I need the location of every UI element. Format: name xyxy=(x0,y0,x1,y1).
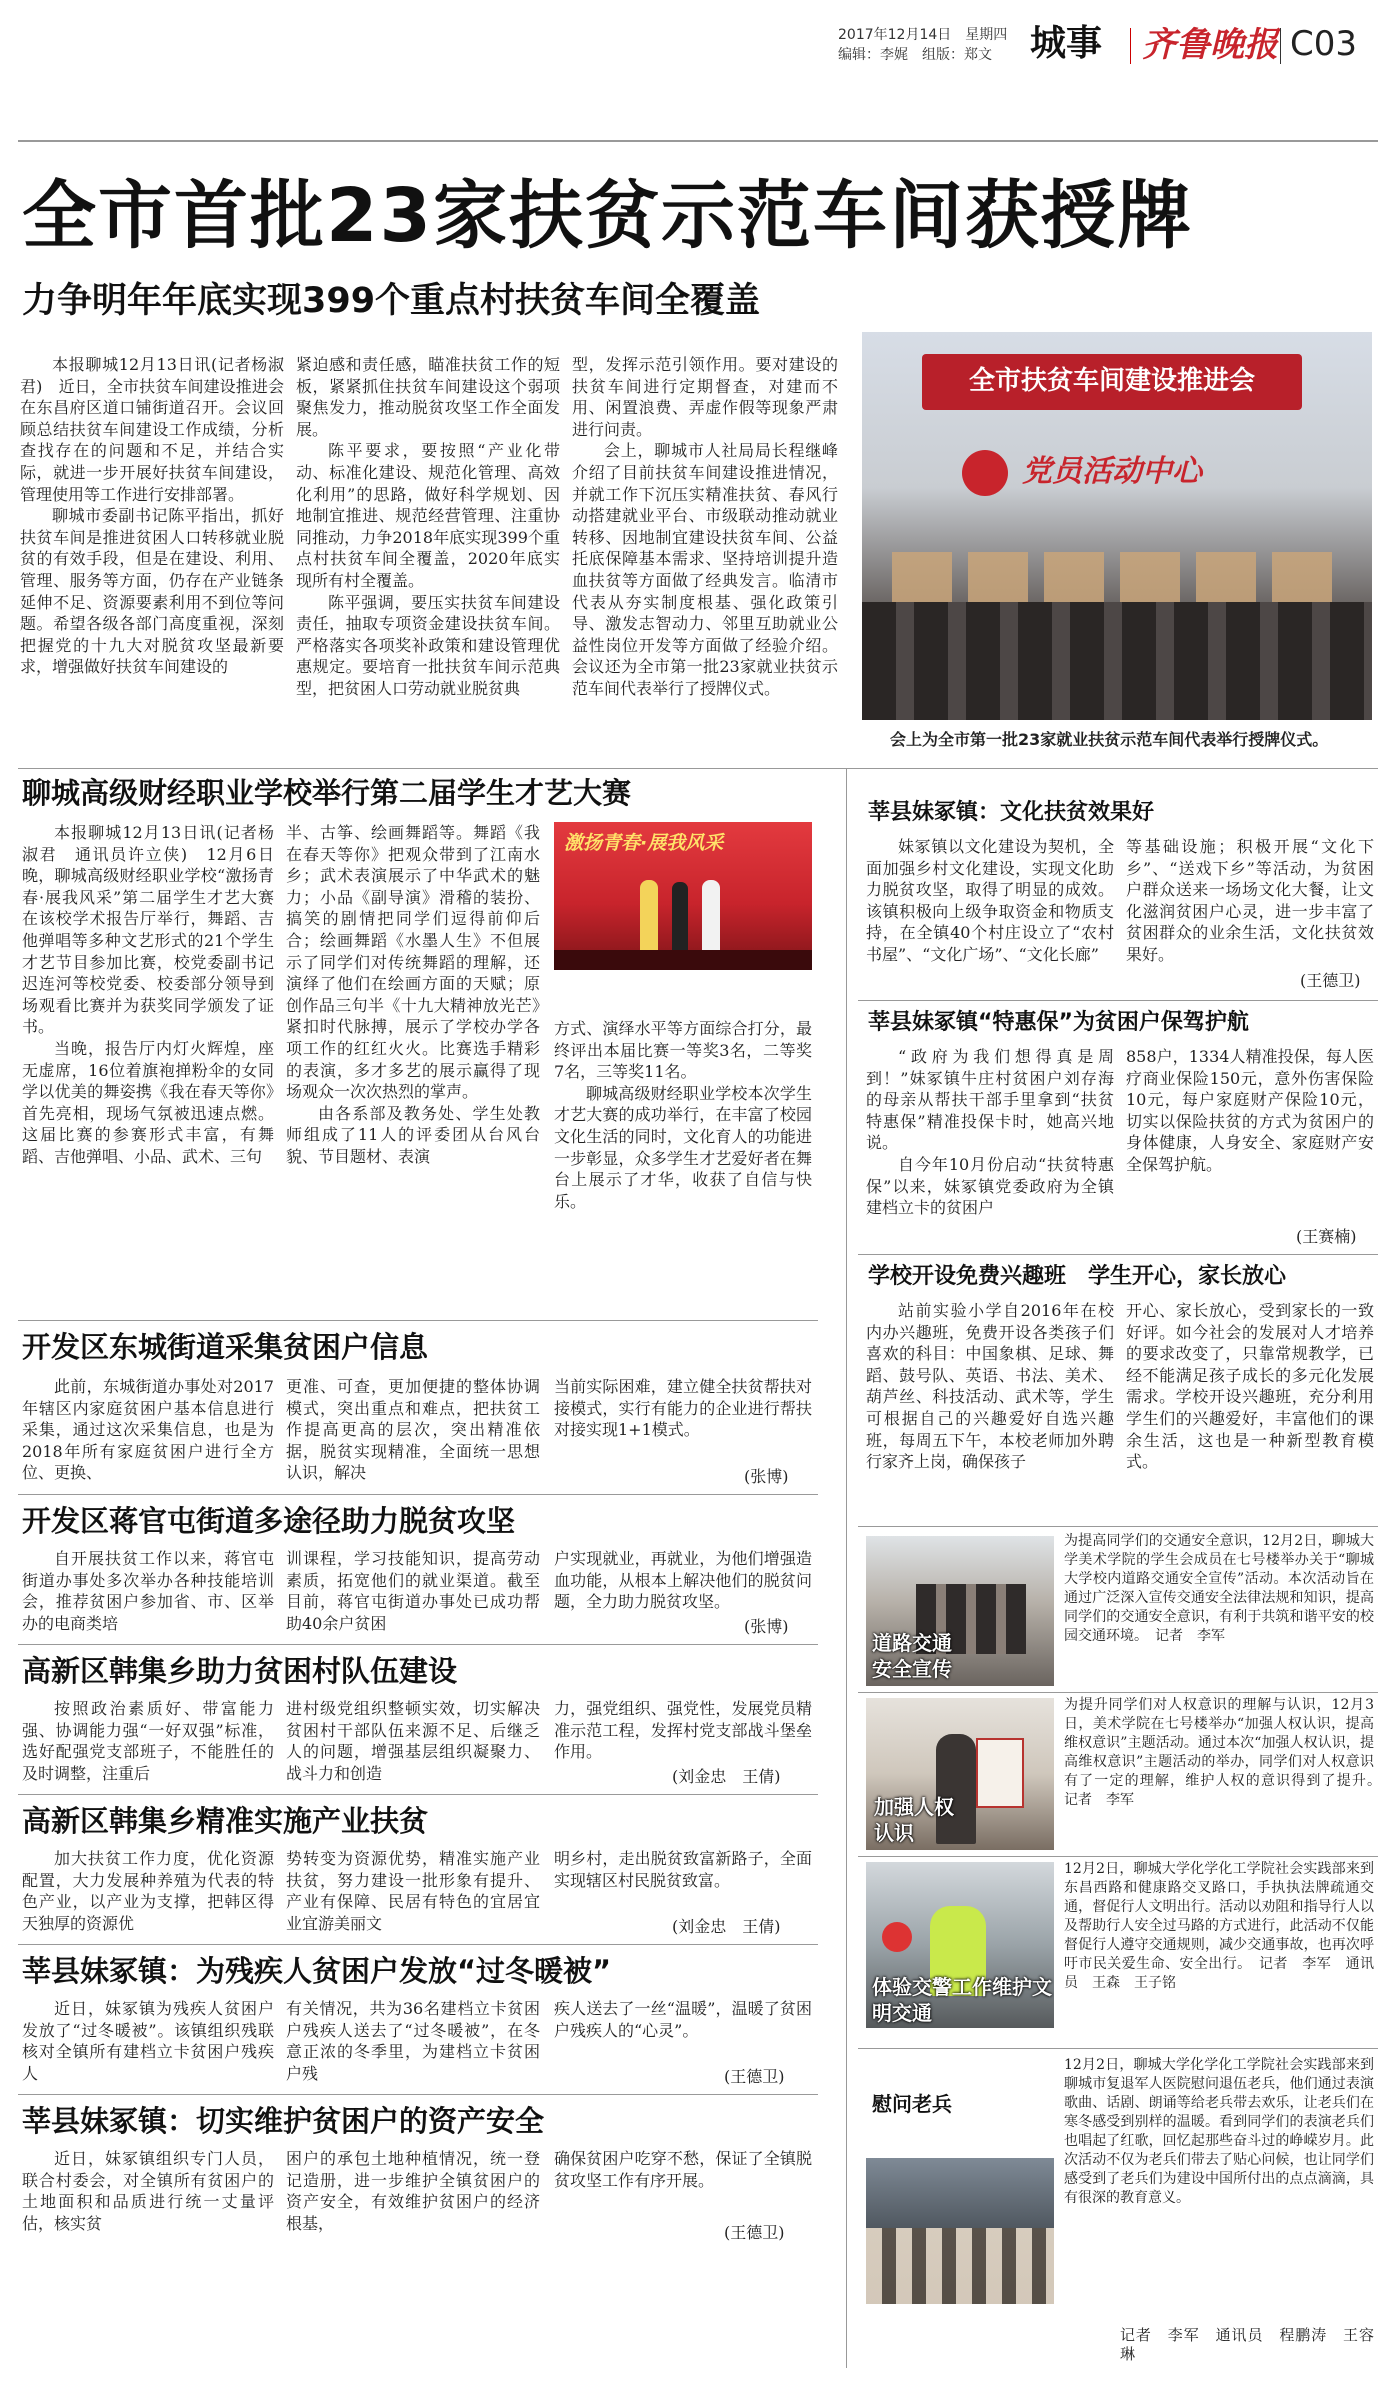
r2-bottom-rule xyxy=(858,1254,1378,1255)
lead-col-1: 本报聊城12月13日讯(记者杨淑君) 近日，全市扶贫车间建设推进会在东昌府区道口铺街道召开。会议回顾总结扶贫车间建设工作成绩，分析查找存在的问题和不足，并结合实际，就进一步开展好扶贫车间建设，管理使用等工作进行安排部署。 聊城市委副书记陈平指出，抓好扶贫车间是推进贫困人口转移就业脱贫的有效手段，但是在建设、利用、管理、服务等方面，仍存在产业链条延伸不足、资源要素利用不到位等问题。希望各级各部门高度重视，深刻把握党的十九大对脱贫攻坚最新要求，增强做好扶贫车间建设的 xyxy=(20,355,284,677)
art4-bottom-rule xyxy=(18,1794,818,1795)
brief4-text: 12月2日，聊城大学化学化工学院社会实践部来到聊城市复退军人医院慰问退伍老兵，他们通过表演歌曲、话剧、朗诵等给老兵带去欢乐，让老兵们在寒冬感受到别样的温暖。看到同学们的表演老兵们也唱起了红歌，回忆起那些奋斗过的峥嵘岁月。此次活动不仅为老兵们带去了贴心问候，也让同学们感受到了老兵们为建设中国所付出的点点滴滴，具有很深的教育意义。 xyxy=(1064,2057,1374,2206)
lead-subtitle: 力争明年年底实现399个重点村扶贫车间全覆盖 xyxy=(22,281,761,321)
art6-signature: (王德卫) xyxy=(724,2067,785,2086)
lead-col-2: 紧迫感和责任感，瞄准扶贫工作的短板，紧紧抓住扶贫车间建设这个弱项聚焦发力，推动脱贫攻坚工作全面发展。 陈平要求，要按照“产业化带动、标准化建设、规范化管理、高效化利用”的思路，做好科学规划、因地制宜推进、规范经营管理、注重协同推动，力争2018年底实现399个重点村扶贫车间全覆盖，2020年底实现所有村全覆盖。 陈平强调，要压实扶贫车间建设责任，抽取专项资金建设扶贫车间。严格落实各项奖补政策和建设管理优惠规定。要培育一批扶贫车间示范典型，把贫困人口劳动就业脱贫典 xyxy=(296,355,560,698)
r3-title: 学校开设免费兴趣班 学生开心，家长放心 xyxy=(868,1264,1287,1289)
performer-2 xyxy=(672,882,688,952)
art4-col-1: 按照政治素质好、带富能力强、协调能力强“一好双强”标准，选好配强党支部班子，不能胜任的及时调整，注重后 xyxy=(22,1699,274,1783)
lead-photo-caption: 会上为全市第一批23家就业扶贫示范车间代表举行授牌仪式。 xyxy=(890,730,1329,749)
performer-3 xyxy=(702,880,720,952)
art6-col-3: 疾人送去了一丝“温暖”，温暖了贫困户残疾人的“心灵”。 xyxy=(554,1999,812,2040)
brief4-photo xyxy=(866,2158,1054,2304)
brief2-rule xyxy=(858,1856,1378,1857)
art1-col-3: 方式、演绎水平等方面综合打分，最终评出本届比赛一等奖3名，二等奖7名，三等奖11名。 聊城高级财经职业学校本次学生才艺大赛的成功举行，在丰富了校园文化生活的同时，文化育人的功能进一步彰显，众多学生才艺爱好者在舞台上展示了才华，收获了自信与快乐。 xyxy=(554,1019,812,1211)
art5-col-1: 加大扶贫工作力度，优化资源配置，大力发展种养殖为代表的特色产业，以产业为支撑，把韩区得天独厚的资源优 xyxy=(22,1849,274,1933)
art2-signature: (张博) xyxy=(744,1467,789,1486)
art6-col-1: 近日，妹冢镇为残疾人贫困户发放了“过冬暖被”。该镇组织残联核对全镇所有建档立卡贫困户残疾人 xyxy=(22,1999,274,2083)
art5-bottom-rule xyxy=(18,1944,818,1945)
crowd xyxy=(862,602,1372,720)
art4-col-3: 力，强党组织、强党性，发展党员精准示范工程，发挥村党支部战斗堡垒作用。 xyxy=(554,1699,812,1762)
party-emblem-icon xyxy=(962,450,1008,496)
art4-title: 高新区韩集乡助力贫困村队伍建设 xyxy=(22,1654,458,1688)
brief1-signature: 记者 李军 xyxy=(1155,1628,1225,1644)
art7-col-2: 困户的承包土地种植情况，统一登记造册，进一步维护全镇贫困户的资产安全，有效维护贫困户的经济根基， xyxy=(286,2149,540,2233)
r3-bottom-rule xyxy=(858,1526,1378,1527)
brief1-rule xyxy=(858,1692,1378,1693)
r3-col-1: 站前实验小学自2016年在校内办兴趣班，免费开设各类孩子们喜欢的科目：中国象棋、足球、舞蹈、鼓号队、英语、书法、美术、葫芦丝、科技活动、武术等，学生可根据自己的兴趣爱好自选兴趣班，每周五下午，本校老师加外聘行家齐上岗，确保孩子 xyxy=(866,1301,1114,1472)
art3-bottom-rule xyxy=(18,1644,818,1645)
brief1-text: 为提高同学们的交通安全意识，12月2日，聊城大学美术学院的学生会成员在七号楼举办关于“聊城大学校内道路交通安全宣传”活动。本次活动旨在通过广泛深入宣传交通安全法律法规和知识，提高同学们的交通安全意识，有利于共筑和谐平安的校园交通环境。 记者 李军 xyxy=(1064,1533,1374,1644)
art1-title: 聊城高级财经职业学校举行第二届学生才艺大赛 xyxy=(22,776,632,810)
art2-bottom-rule xyxy=(18,1494,818,1495)
lead-photo xyxy=(862,332,1372,720)
art6-title: 莘县妹冢镇：为残疾人贫困户发放“过冬暖被” xyxy=(22,1954,612,1988)
art3-title: 开发区蒋官屯街道多途径助力脱贫攻坚 xyxy=(22,1504,516,1538)
art5-col-2: 势转变为资源优势，精准实施产业扶贫，努力建设一批形象有提升、产业有保障、民居有特色的宜居宜业宜游美丽文 xyxy=(286,1849,540,1933)
art1-photo-banner: 激扬青春·展我风采 xyxy=(564,832,724,854)
r1-signature: (王德卫) xyxy=(1300,971,1361,990)
r1-bottom-rule xyxy=(858,1000,1378,1001)
art2-title: 开发区东城街道采集贫困户信息 xyxy=(22,1330,429,1364)
brief3-photo xyxy=(866,1862,1054,2028)
brief2-label: 加强人权认识 xyxy=(874,1795,954,1845)
art1-bottom-rule xyxy=(18,1320,818,1321)
r2-col-1: “政府为我们想得真是周到！”妹冢镇牛庄村贫困户刘存海的母亲从帮扶干部手里拿到“扶贫特惠保”精准投保卡时，她高兴地说。 自今年10月份启动“扶贫特惠保”以来，妹冢镇党委政府为全镇建档立卡的贫困户 xyxy=(866,1047,1114,1218)
masthead-editors: 编辑：李娓 组版：郑文 xyxy=(838,47,992,63)
brief2-text: 为提升同学们对人权意识的理解与认识，12月3日，美术学院在七号楼举办“加强人权认识，提高维权意识”主题活动。通过本次“加强人权认识，提高维权意识”主题活动的举办，同学们对人权意识有了一定的理解，维护人权的意识得到了提升。 记者 李军 xyxy=(1064,1697,1374,1808)
brief4-audience xyxy=(866,2228,1054,2304)
art3-col-3: 户实现就业，再就业，为他们增强造血功能，从根本上解决他们的脱贫问题，全力助力脱贫攻坚。 xyxy=(554,1549,812,1612)
art6-bottom-rule xyxy=(18,2094,818,2095)
brief3-label: 体验交警工作维护文明交通 xyxy=(872,1975,1052,2025)
art3-signature: (张博) xyxy=(744,1617,789,1636)
r1-col-1: 妹冢镇以文化建设为契机，全面加强乡村文化建设，实现文化助力脱贫攻坚，取得了明显的成效。该镇积极向上级争取资金和物质支持，在全镇40个村庄设立了“农村书屋”、“文化广场”、“文化长廊” xyxy=(866,837,1114,964)
art7-title: 莘县妹冢镇：切实维护贫困户的资产安全 xyxy=(22,2104,545,2138)
masthead-date: 2017年12月14日 星期四 xyxy=(838,27,1008,43)
brief1-photo xyxy=(866,1536,1054,1686)
r2-col-2: 858户，1334人精准投保，每人医疗商业保险150元，意外伤害保险10元，每户家庭财产保险10元，切实以保险扶贫的方式为贫困户的身体健康，人身安全、家庭财产安全保驾护航。 xyxy=(1126,1047,1374,1174)
r1-col-2: 等基础设施；积极开展“文化下乡”、“送戏下乡”等活动，为贫困户群众送来一场场文化大餐，让文化滋润贫困户心灵，进一步丰富了贫困群众的业余生活，文化扶贫效果好。 xyxy=(1126,837,1374,964)
r1-title: 莘县妹冢镇：文化扶贫效果好 xyxy=(868,800,1155,825)
brief4-label: 慰问老兵 xyxy=(872,2092,952,2116)
art4-signature: (刘金忠 王倩) xyxy=(672,1767,781,1786)
art1-photo xyxy=(554,822,812,970)
lead-photo-sign: 党员活动中心 xyxy=(1022,454,1202,489)
art7-signature: (王德卫) xyxy=(724,2223,785,2242)
r3-col-2: 开心、家长放心，受到家长的一致好评。如今社会的发展对人才培养的要求改变了，只靠常规教学，已经不能满足孩子成长的多元化发展需求。学校开设兴趣班，充分利用学生们的兴趣爱好，丰富他们的课余生活，这也是一种新型教育模式。 xyxy=(1126,1301,1374,1472)
brief2-photo xyxy=(866,1698,1054,1850)
r2-signature: (王赛楠) xyxy=(1296,1227,1357,1246)
art5-signature: (刘金忠 王倩) xyxy=(672,1917,781,1936)
art4-col-2: 进村级党组织整顿实效，切实解决贫困村干部队伍来源不足、后继乏人的问题，增强基层组织凝聚力、战斗力和创造 xyxy=(286,1699,540,1783)
brief2-poster xyxy=(976,1738,1024,1808)
page-number: C03 xyxy=(1290,24,1358,64)
art3-col-1: 自开展扶贫工作以来，蒋官屯街道办事处多次举办各种技能培训会，推荐贫困户参加省、市、区举办的电商类培 xyxy=(22,1549,274,1633)
masthead-divider-2 xyxy=(1280,28,1281,64)
brief3-rule xyxy=(858,2048,1378,2049)
paper-logo: 齐鲁晚报 xyxy=(1142,25,1278,65)
art7-col-1: 近日，妹冢镇组织专门人员，联合村委会，对全镇所有贫困户的土地面积和品质进行统一丈量评估，核实贫 xyxy=(22,2149,274,2233)
art7-col-3: 确保贫困户吃穿不愁，保证了全镇脱贫攻坚工作有序开展。 xyxy=(554,2149,812,2190)
brief3-signature: 记者 李军 通讯员 王森 王子铭 xyxy=(1064,1956,1375,1991)
section-name: 城事 xyxy=(1030,23,1103,64)
performer-1 xyxy=(640,880,658,952)
brief2-signature: 记者 李军 xyxy=(1064,1792,1134,1808)
art5-col-3: 明乡村，走出脱贫致富新路子，全面实现辖区村民脱贫致富。 xyxy=(554,1849,812,1890)
brief1-label: 道路交通安全宣传 xyxy=(872,1631,952,1681)
certificate-row xyxy=(892,552,1342,602)
art5-title: 高新区韩集乡精准实施产业扶贫 xyxy=(22,1804,429,1838)
art2-col-2: 更准、可查，更加便捷的整体协调模式，突出重点和难点，把扶贫工作提高更高的层次，突出精准依据，脱贫实现精准，全面统一思想认识，解决 xyxy=(286,1377,540,1483)
art6-col-2: 有关情况，共为36名建档立卡贫困户残疾人送去了“过冬暖被”，在冬意正浓的冬季里，为建档立卡贫困户残 xyxy=(286,1999,540,2083)
lead-bottom-rule xyxy=(18,768,1378,769)
art2-col-1: 此前，东城街道办事处对2017年辖区内家庭贫困户基本信息进行采集，通过这次采集信息，也是为2018年所有家庭贫困户进行全方位、更换、 xyxy=(22,1377,274,1483)
lead-col-3: 型，发挥示范引领作用。要对建设的扶贫车间进行定期督查，对建而不用、闲置浪费、弄虚作假等现象严肃进行问责。 会上，聊城市人社局局长程继峰介绍了目前扶贫车间建设推进情况，并就工作下沉压实精准扶贫、春风行动搭建就业平台、市级联动推动就业转移、因地制宜建设扶贫车间、公益托底保障基本需求、坚持培训提升造血扶贫等方面做了经典发言。临清市代表从夯实制度根基、强化政策引导、激发志智动力、邻里互助就业公益性岗位开发等方面做了经验介绍。会议还为全市第一批23家就业扶贫示范车间代表举行了授牌仪式。 xyxy=(572,355,838,698)
brief3-stop-sign xyxy=(882,1922,912,1952)
art3-col-2: 训课程，学习技能知识，提高劳动素质，拓宽他们的就业渠道。截至目前，蒋官屯街道办事处已成功帮助40余户贫困 xyxy=(286,1549,540,1633)
lead-title: 全市首批23家扶贫示范车间获授牌 xyxy=(22,173,1193,259)
center-column-rule xyxy=(846,768,847,2368)
brief4-signature: 记者 李军 通讯员 程鹏涛 王容琳 xyxy=(1120,2326,1374,2363)
art1-col-2: 半、古筝、绘画舞蹈等。舞蹈《我在春天等你》把观众带到了江南水乡；武术表演展示了中华武术的魅力；小品《副导演》滑稽的装扮、搞笑的剧情把同学们逗得前仰后合；绘画舞蹈《水墨人生》不但展示了同学们对传统舞蹈的理解，还演绎了他们在绘画方面的天赋；原创作品三句半《十九大精神放光芒》紧扣时代脉搏，展示了学校办学各项工作的红红火火。比赛选手精彩的表演，多才多艺的展示赢得了现场观众一次次热烈的掌声。 由各系部及教务处、学生处教师组成了11人的评委团从台风台貌、节目题材、表演 xyxy=(286,823,540,1166)
masthead-rule xyxy=(18,140,1378,142)
art1-col-1: 本报聊城12月13日讯(记者杨淑君 通讯员许立侠) 12月6日晚，聊城高级财经职业学校“激扬青春·展我风采”第二届学生才艺大赛在该校学术报告厅举行，舞蹈、吉他弹唱等多种文艺形式的21个学生才艺节目参加比赛，校党委副书记迟连河等校党委、校委部分领导到场观看比赛并为获奖同学颁发了证书。 当晚，报告厅内灯火辉煌，座无虚席，16位着旗袍掸粉伞的女同学以优美的舞姿携《我在春天等你》首先亮相，现场气氛被迅速点燃。这届比赛的参赛形式丰富，有舞蹈、吉他弹唱、小品、武术、三句 xyxy=(22,823,274,1166)
brief3-text: 12月2日，聊城大学化学化工学院社会实践部来到东昌西路和健康路交叉路口，手执执法牌疏通交通，督促行人文明出行。活动以劝阻和指导行人以及帮助行人安全过马路的方式进行，此活动不仅能督促行人遵守交通规则，减少交通事故，也再次呼吁市民关爱生命、安全出行。 记者 李军 通讯员 王森 王子铭 xyxy=(1064,1861,1375,1991)
lead-photo-banner: 全市扶贫车间建设推进会 xyxy=(922,354,1302,410)
r2-title: 莘县妹冢镇“特惠保”为贫困户保驾护航 xyxy=(868,1010,1249,1035)
stage-floor xyxy=(554,950,812,970)
masthead-divider xyxy=(1130,28,1131,64)
art2-col-3: 当前实际困难，建立健全扶贫帮扶对接模式，实行有能力的企业进行帮扶对接实现1+1模式。 xyxy=(554,1377,812,1440)
